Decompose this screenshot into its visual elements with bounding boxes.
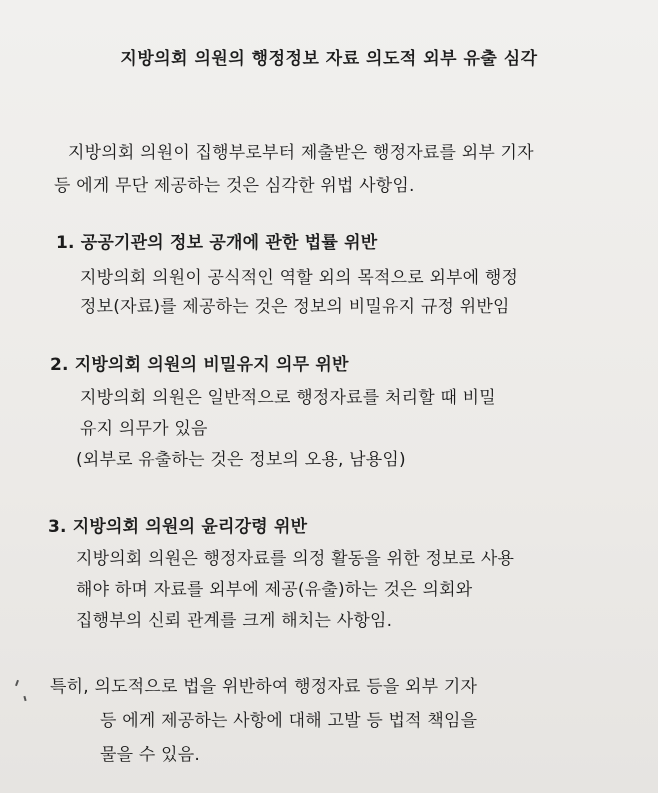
section-3-body-line: 해야 하며 자료를 외부에 제공(유출)하는 것은 의회와	[76, 580, 473, 600]
margin-mark	[15, 680, 19, 686]
intro-line: 지방의회 의원이 집행부로부터 제출받은 행정자료를 외부 기자	[68, 143, 534, 163]
section-2-body-line: 유지 의무가 있음	[80, 419, 208, 439]
document-title: 지방의회 의원의 행정정보 자료 의도적 외부 유출 심각	[120, 49, 538, 69]
footer-line: 특히, 의도적으로 법을 위반하여 행정자료 등을 외부 기자	[50, 677, 478, 697]
section-3-body-line: 집행부의 신뢰 관계를 크게 해치는 사항임.	[76, 611, 393, 631]
section-heading-3: 3. 지방의회 의원의 윤리강령 위반	[48, 517, 308, 537]
section-2-body-line: (외부로 유출하는 것은 정보의 오용, 남용임)	[76, 450, 406, 470]
section-1-body-line: 정보(자료)를 제공하는 것은 정보의 비밀유지 규정 위반임	[80, 297, 510, 317]
footer-line: 물을 수 있음.	[100, 745, 200, 765]
margin-mark	[23, 696, 26, 701]
section-2-body-line: 지방의회 의원은 일반적으로 행정자료를 처리할 때 비밀	[80, 388, 496, 408]
section-1-body-line: 지방의회 의원이 공식적인 역할 외의 목적으로 외부에 행정	[80, 268, 519, 288]
section-heading-2: 2. 지방의회 의원의 비밀유지 의무 위반	[50, 355, 349, 375]
intro-line: 등 에게 무단 제공하는 것은 심각한 위법 사항임.	[54, 176, 415, 196]
section-heading-1: 1. 공공기관의 정보 공개에 관한 법률 위반	[56, 233, 378, 253]
footer-line: 등 에게 제공하는 사항에 대해 고발 등 법적 책임을	[100, 711, 478, 731]
section-3-body-line: 지방의회 의원은 행정자료를 의정 활동을 위한 정보로 사용	[76, 549, 515, 569]
